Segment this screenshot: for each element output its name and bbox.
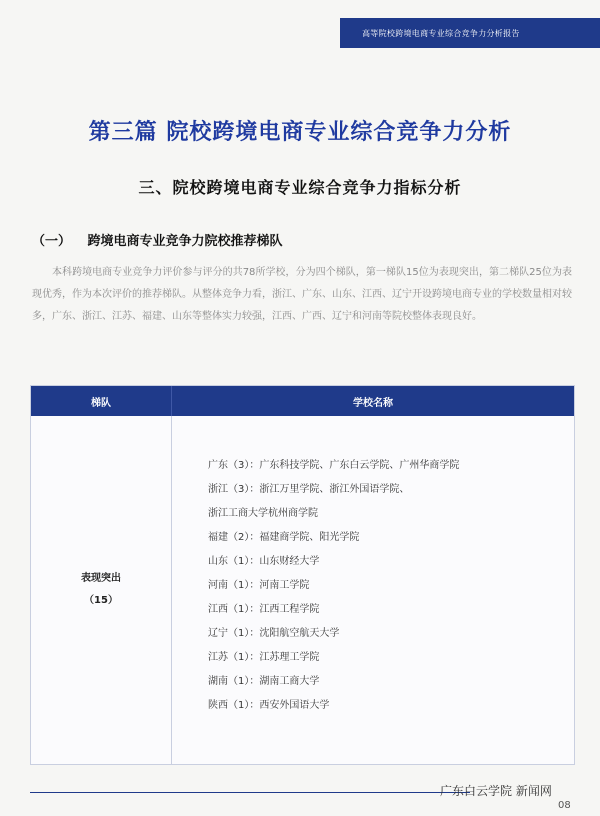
school-names: 福建商学院、阳光学院 bbox=[259, 532, 360, 543]
school-names: 河南工学院 bbox=[259, 580, 310, 591]
header-tier: 梯队 bbox=[31, 386, 172, 416]
report-title: 高等院校跨境电商专业综合竞争力分析报告 bbox=[362, 28, 520, 38]
section-heading bbox=[32, 230, 283, 249]
report-header-bar bbox=[340, 18, 600, 48]
province-label: 浙江（3）： bbox=[208, 484, 260, 495]
section-paragraph: 本科跨境电商专业竞争力评价参与评分的共78所学校，分为四个梯队，第一梯队15位为表现突出，第二梯队25位为表现优秀，作为本次评价的推荐梯队。从整体竞争力看，浙江、广东、山东、江西、辽宁开设跨境电商专业的学校数量相对较多，广东、浙江、江苏、福建、山东等整体实力较强，江西、广西、辽宁和河南等院校整体表现良好。 bbox=[32, 267, 572, 322]
section-heading-text: 跨境电商专业竞争力院校推荐梯队 bbox=[87, 234, 283, 249]
school-list bbox=[172, 416, 574, 764]
list-item bbox=[208, 574, 574, 598]
province-label: 广东（3）： bbox=[208, 460, 260, 471]
province-label: 辽宁（1）： bbox=[208, 628, 260, 639]
list-item bbox=[208, 646, 574, 670]
footer-watermark: 广东白云学院 新闻网 bbox=[440, 784, 552, 798]
chapter-subtitle: 三、院校跨境电商专业综合竞争力指标分析 bbox=[138, 178, 462, 197]
list-item bbox=[208, 670, 574, 694]
list-item bbox=[208, 598, 574, 622]
school-names: 西安外国语大学 bbox=[259, 700, 330, 711]
tier-cell bbox=[31, 416, 172, 764]
list-item bbox=[208, 454, 574, 478]
school-names: 广东科技学院、广东白云学院、广州华商学院 bbox=[259, 460, 460, 471]
tier-label: 表现突出 bbox=[81, 573, 121, 584]
school-names: 湖南工商大学 bbox=[259, 676, 320, 687]
list-item bbox=[208, 694, 574, 718]
tier-count: （15） bbox=[84, 595, 118, 606]
list-item bbox=[208, 478, 574, 502]
province-label: 河南（1）： bbox=[208, 580, 260, 591]
tier-table bbox=[30, 385, 575, 765]
province-label: 福建（2）： bbox=[208, 532, 260, 543]
province-label: 陕西（1）： bbox=[208, 700, 260, 711]
school-names: 浙江工商大学杭州商学院 bbox=[208, 508, 318, 519]
school-names: 山东财经大学 bbox=[259, 556, 320, 567]
page-number: 08 bbox=[558, 800, 571, 811]
chapter-title: 第三篇 院校跨境电商专业综合竞争力分析 bbox=[88, 120, 512, 145]
list-item bbox=[208, 622, 574, 646]
province-label: 江苏（1）： bbox=[208, 652, 260, 663]
school-names: 沈阳航空航天大学 bbox=[259, 628, 340, 639]
table-body bbox=[31, 416, 574, 764]
section-number: （一） bbox=[32, 234, 72, 249]
list-item bbox=[208, 550, 574, 574]
school-names: 浙江万里学院、浙江外国语学院、 bbox=[259, 484, 410, 495]
province-label: 山东（1）： bbox=[208, 556, 260, 567]
school-names: 江苏理工学院 bbox=[259, 652, 320, 663]
list-item bbox=[208, 502, 574, 526]
province-label: 江西（1）： bbox=[208, 604, 260, 615]
footer-rule bbox=[30, 792, 470, 793]
header-schools: 学校名称 bbox=[353, 397, 393, 409]
school-names: 江西工程学院 bbox=[259, 604, 320, 615]
list-item bbox=[208, 526, 574, 550]
province-label: 湖南（1）： bbox=[208, 676, 260, 687]
table-header bbox=[31, 386, 574, 416]
